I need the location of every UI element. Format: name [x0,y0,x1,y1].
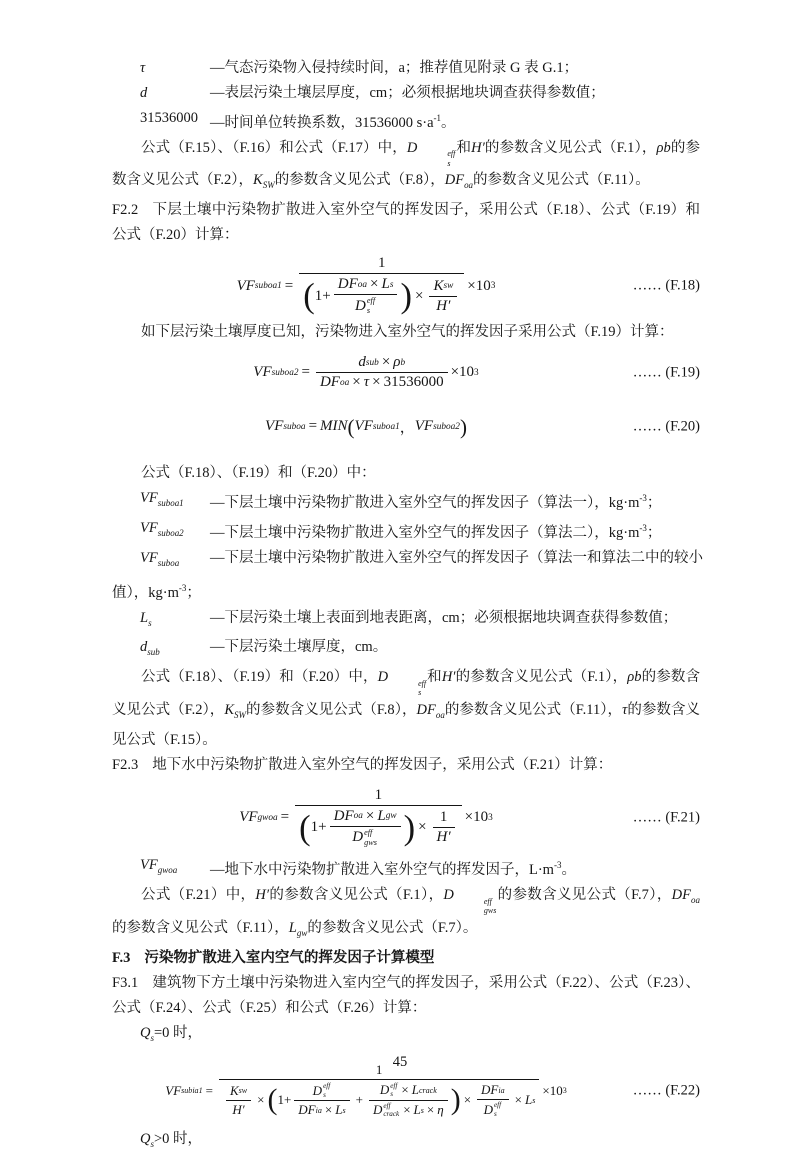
superscript: -3 [553,860,562,871]
term [112,606,210,636]
operator: = [280,809,290,826]
text: 的参数含义见公式（F.11）， [444,701,623,718]
sup: 3 [562,1086,567,1096]
var-subsup [364,828,377,848]
operator: × [257,1092,265,1108]
sup: eff [383,1101,391,1110]
definition-list-top [112,56,700,136]
text: 的参数含义见公式（F.1）， [455,669,628,686]
formula [237,254,496,318]
operator: × [514,1092,522,1108]
var-subsup [418,149,455,168]
equation-number-f18: …… (F.18) [632,277,700,294]
sub: sub [147,647,160,658]
var-DF: DF [298,1102,316,1118]
sub: suboa [157,557,180,568]
var-VF: VF [140,857,158,874]
denominator [429,296,457,316]
numerator [330,807,401,826]
heading-text: 污染物扩散进入室内空气的挥发因子计算模型 [144,949,435,966]
text: 公式（F.15）、（F.16）和公式（F.17）中， [141,139,407,156]
operator: = [205,1082,213,1098]
operator: + [355,1092,363,1108]
var-VF: VF [140,519,158,536]
sup: eff [493,1101,502,1110]
sup: eff [483,896,492,906]
term-tau: τ [140,60,146,76]
denominator: ( 1+ DF oa × L s D eff s ) × K sw H′ [299,273,464,318]
section-number: F3.1 [112,974,139,991]
text: 的参数含义见公式（F.8）， [274,172,445,189]
sub: suboa1 [372,421,400,432]
section-text: 地下水中污染物扩散进入室外空气的挥发因子，采用公式（F.21）计算： [152,756,613,773]
sub: crack [383,1110,400,1119]
operator: = [301,364,310,380]
def-desc [210,853,700,883]
def-desc: —表层污染土壤层厚度，cm；必须根据地块调查获得参数值； [210,85,605,101]
var-D: D [443,887,454,904]
operator: = [284,277,294,294]
var-Q: Q [140,1024,151,1041]
fraction [295,786,462,850]
text: 的参数含义见公式（F.2）， [112,669,701,718]
var-rho: ρ [393,354,401,370]
denominator [294,1100,349,1119]
text: >0 时， [153,1130,203,1147]
var-DF: DF [481,1082,499,1098]
text: 公式（F.18）、（F.19）和（F.20）中， [141,669,378,686]
section-f2-2 [112,198,700,248]
def-row-tau [112,56,700,81]
var-VF: VF [239,809,258,826]
var-L: L [413,1102,421,1118]
sub: SW [262,180,275,191]
fraction [369,1081,448,1120]
comma: ， [399,420,415,436]
var-d: d [140,639,148,656]
sub: suboa1 [254,281,282,292]
paragraph-f18-20-refs [112,665,700,752]
operator: × [372,374,381,390]
text: 1+ [277,1092,292,1108]
term [112,546,210,576]
condition-qs-positive [140,1127,700,1157]
paragraph-f21-refs [112,883,700,945]
var-VF: VF [140,549,158,566]
var-VF: VF [253,364,272,380]
var-rho-b: ρb [627,669,642,686]
sub: suboa2 [433,421,460,432]
denominator: K sw H′ × ( 1+ D eff s DF ia × L s + D eff s × L crack D eff crack × L s × η ) × DF ia D eff s × L s [219,1079,539,1121]
equation-number-f20: …… (F.20) [632,418,700,434]
var-DF: DF [444,172,465,189]
fraction [334,275,398,317]
denominator [477,1099,509,1119]
sub: gw [385,811,397,822]
var-D: D [355,297,366,314]
sup: eff [323,1082,331,1091]
sub: oa [464,180,474,191]
superscript: -1 [433,113,442,123]
var-DF: DF [319,374,340,390]
section-text: 下层土壤中污染物扩散进入室外空气的挥发因子，采用公式（F.18）、公式（F.19）和公式（F.20）计算： [112,202,700,244]
def-desc [210,106,700,136]
var-subsup [390,1082,397,1099]
var-Q: Q [140,1130,151,1147]
var-D: D [483,1101,493,1117]
var-VF: VF [165,1082,182,1098]
sub: gw [296,927,308,938]
numerator: 1 [374,786,383,803]
fraction [429,277,457,316]
def-desc: —下层土壤中污染物扩散进入室外空气的挥发因子（算法一和算法二中的较小 [210,549,703,566]
var-L: L [335,1102,343,1118]
def-row-dsub [112,635,700,665]
equation-number-f21: …… (F.21) [632,809,700,826]
numerator: 1 [375,1061,383,1077]
denominator [369,1100,448,1120]
denominator [316,372,448,392]
sub: crack [418,1085,437,1095]
text: 和 [456,139,472,156]
var-H: H′ [255,887,270,904]
var-D: D [312,1082,323,1098]
sub: s [532,1095,536,1105]
operator: = [308,418,318,434]
fraction [330,807,401,849]
sub: s [447,158,451,168]
numerator [294,1081,349,1100]
numerator: 1 [439,809,448,826]
operator: × [365,807,375,824]
text: 1+ [314,287,331,304]
section-f3-1 [112,971,700,1021]
var-H: H′ [436,297,451,314]
def-desc-text: —时间单位转换系数，31536000 s·a [210,114,434,131]
text: —地下水中污染物扩散进入室外空气的挥发因子，L·m [210,862,554,879]
page-number: 45 [392,1054,408,1070]
equation-f21 [112,786,700,850]
text: 1+ [310,819,327,836]
sub: subia1 [181,1086,203,1096]
var-subsup [367,296,375,316]
text: 。 [561,862,576,879]
sub: ia [315,1105,322,1115]
sub: gws [364,837,377,847]
denominator [226,1100,251,1119]
denominator: ( 1+ DF oa × L gw D eff gws ) × $\frac{1}{H'}$ [295,805,462,850]
const: 31536000 [383,374,444,390]
term-d: d [140,85,148,101]
sub: sw [238,1086,248,1096]
term [112,486,210,516]
var-VF: VF [236,277,255,294]
sup: eff [447,149,456,159]
sub: s [150,1032,154,1043]
var-eta: η [437,1102,444,1118]
term [112,635,210,665]
def-row-vfgwoa [112,853,700,883]
factor: ×10 [542,1082,563,1098]
var-K: K [433,277,444,294]
section-text: 建筑物下方土壤中污染物进入室内空气的挥发因子，采用公式（F.22）、公式（F.23）、公式（F.24）、公式（F.25）和公式（F.26）计算： [112,974,700,1016]
def-row-ls [112,606,700,636]
sub: s [389,279,394,290]
section-number: F.3 [112,949,131,966]
equation-f18 [112,254,700,318]
text: 的参数含义见公式（F.11）， [112,919,289,936]
paragraph-f19-intro: 如下层污染土壤厚度已知，污染物进入室外空气的挥发因子采用公式（F.19）计算： [141,324,674,340]
numerator [477,1081,509,1099]
sub: gwoa [257,812,278,823]
operator: × [401,1082,409,1098]
factor: ×10 [467,277,491,294]
equation-number-f19: …… (F.19) [632,364,700,380]
sup: eff [418,678,427,688]
text: 的参数含义见公式（F.2）， [112,139,701,189]
def-desc: —下层污染土壤厚度，cm。 [210,639,388,656]
def-desc [210,516,700,546]
sup: 3 [488,812,493,823]
var-subsup [455,897,496,916]
superscript: -3 [639,522,647,533]
denominator [334,294,398,317]
numerator [429,277,457,296]
sub: oa [339,377,350,388]
sub: oa [353,811,363,822]
def-desc-text: 。 [441,114,456,131]
fraction [299,254,464,318]
var-D: D [352,829,364,846]
sup: eff [390,1081,398,1090]
def-desc: —气态污染物入侵持续时间，a；推荐值见附录 G 表 G.1； [210,60,579,76]
operator: × [426,1102,435,1118]
operator: × [414,287,424,304]
sub: s [493,1109,497,1118]
sub: sub [365,357,379,368]
var-L: L [524,1092,533,1108]
sub: ia [498,1085,505,1095]
sup: 3 [490,281,496,292]
var-H: H′ [232,1101,245,1117]
section-number: F2.3 [112,756,139,773]
fraction [226,1082,251,1119]
def-desc: —下层污染土壤上表面到地表距离，cm；必须根据地块调查获得参数值； [210,609,678,626]
text: ； [186,584,201,601]
text: 的参数含义见公式（F.7）。 [307,919,478,936]
numerator [369,1081,448,1100]
numerator [226,1082,251,1100]
operator: × [381,354,391,370]
var-K: K [224,701,235,718]
fraction [433,808,455,847]
text: 值），kg·m [112,584,179,601]
sub: s [418,688,422,698]
sup: eff [364,827,373,837]
operator: × [463,1092,472,1108]
sub: suboa2 [157,527,184,538]
var-subsup [494,1101,501,1118]
var-VF: VF [140,490,158,506]
sub: suboa2 [271,367,299,378]
var-L: L [288,919,297,936]
var-L: L [377,807,386,824]
formula [239,786,493,850]
def-row-vfsuboa [112,546,703,576]
sub: suboa1 [157,497,184,508]
sub: gwoa [157,865,178,876]
term [112,853,210,883]
denominator [433,827,455,847]
numerator [316,353,448,372]
var-subsup [323,1082,330,1099]
sup: 3 [474,367,479,378]
paragraph-f15-refs [112,136,700,198]
var-D: D [406,139,418,156]
sub: suboa [283,421,306,432]
var-D: D [372,1102,383,1118]
text: =0 时， [153,1024,203,1041]
denominator [330,826,401,849]
var-VF: VF [414,418,434,434]
text: 公式（F.21）中， [141,887,256,904]
superscript: -3 [178,582,187,593]
condition-qs-zero [140,1021,700,1051]
equation-f19 [112,353,700,392]
sub: oa [691,895,700,906]
sub: s [420,1105,424,1115]
sub: s [342,1105,346,1115]
def-row-vfsuboa1 [112,486,700,516]
var-DF: DF [416,701,436,718]
sub: SW [234,709,246,720]
sub: b [400,357,406,368]
sub: sw [443,281,454,292]
section-number: F2.2 [112,202,139,219]
var-DF: DF [337,276,358,293]
var-rho-b: ρb [656,139,671,156]
var-D: D [379,1082,390,1098]
text: ； [646,494,662,511]
var-L: L [381,276,390,293]
sub: oa [435,709,445,720]
sub: oa [357,279,368,290]
section-f2-3 [112,753,700,778]
var-subsup [389,679,426,698]
text: 的参数含义见公式（F.8）， [246,701,417,718]
var-H: H′ [441,669,456,686]
var-K: K [253,172,263,189]
def-desc [210,486,700,516]
fraction [294,1081,349,1119]
text: 的参数含义见公式（F.7）， [497,887,672,904]
term [112,516,210,546]
equation-number-f22: …… (F.22) [632,1082,700,1099]
superscript: -3 [639,493,647,503]
sub: s [390,1090,394,1099]
fraction [477,1081,509,1119]
var-tau: τ [622,701,628,718]
formula: VF suboa = MIN ( VF suboa1 ， VF suboa2 ) [265,414,467,439]
var-DF: DF [671,887,692,904]
text: —下层土壤中污染物扩散进入室外空气的挥发因子（算法二），kg·m [210,524,640,541]
factor: ×10 [464,809,489,826]
text: 的参数含义见公式（F.1）， [484,139,657,156]
sub: gws [483,906,497,916]
var-D: D [377,669,389,686]
numerator: 1 [378,255,386,272]
defs2-intro: 公式（F.18）、（F.19）和（F.20）中： [141,465,376,481]
var-L: L [140,609,149,626]
operator: × [352,374,361,390]
operator: × [324,1102,333,1118]
var-K: K [229,1082,239,1098]
var-VF: VF [265,418,284,434]
operator: × [418,819,427,836]
var-subsup [383,1102,399,1119]
equation-f20 [112,416,700,437]
def-row-conv [112,106,700,136]
var-tau: τ [363,374,370,390]
sup: eff [366,296,376,306]
heading-f3 [112,946,700,971]
function-min: MIN [320,418,348,434]
fraction [316,353,448,392]
text: 的参数含义见公式（F.11）。 [473,172,650,189]
var-H: H′ [471,139,485,156]
factor: ×10 [450,364,475,380]
sub: s [366,306,371,316]
var-VF: VF [354,418,373,434]
def-row-vfsuboa-continued [112,576,700,606]
text: 和 [427,669,442,686]
numerator [334,275,398,294]
def-row-d [112,81,700,106]
definition-list-suboa [112,486,703,665]
var-L: L [411,1082,419,1098]
text: ； [646,524,662,541]
term-conv: 31536000 [140,110,198,126]
text: —下层土壤中污染物扩散进入室外空气的挥发因子（算法一），kg·m [210,494,640,511]
text: 的参数含义见公式（F.1）， [269,887,444,904]
operator: × [403,1102,411,1118]
formula [253,353,478,392]
var-H: H′ [436,829,451,846]
var-DF: DF [333,807,354,824]
var-d: d [358,354,366,370]
operator: × [370,276,379,293]
sub: s [323,1090,326,1099]
sub: s [148,617,152,628]
def-row-vfsuboa2 [112,516,700,546]
text: 的参数含义见公式（F.15）。 [112,701,701,748]
sub: s [150,1138,154,1149]
